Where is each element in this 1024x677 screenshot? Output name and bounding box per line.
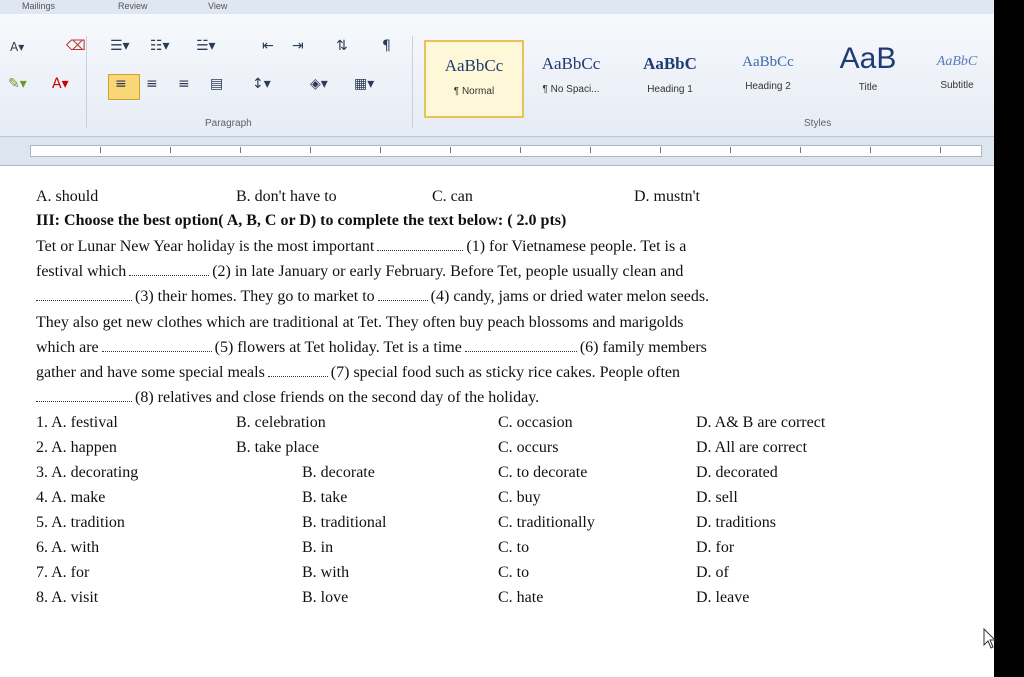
option-1-b: B. celebration [236,414,326,431]
style-heading-1[interactable]: AaBbC Heading 1 [643,54,697,95]
section-heading: III: Choose the best option( A, B, C or D) to complete the text below: ( 2.0 pts) [36,212,567,229]
style-no-spacing[interactable]: AaBbCc ¶ No Spaci... [541,54,601,95]
option-7-c: C. to [498,564,530,581]
option-5-a: 5. A. tradition [36,514,125,531]
style-subtitle[interactable]: AaBbC Subtitle [936,54,978,91]
align-center-icon[interactable]: ≡ [146,76,158,92]
option-7-b: B. with [302,564,350,581]
clear-format-icon[interactable]: ⌫ [66,38,86,54]
option-6-c: C. to [498,539,530,556]
option-4-c: C. buy [498,489,541,506]
mouse-cursor-icon [983,628,995,650]
show-marks-icon[interactable]: ¶ [382,38,391,54]
option-6-b: B. in [302,539,334,556]
option-3-d: D. decorated [696,464,778,481]
increase-indent-icon[interactable]: ⇥ [292,38,304,54]
bullets-icon[interactable]: ☰▾ [110,38,130,54]
option-4-d: D. sell [696,489,738,506]
option-6-d: D. for [696,539,735,556]
style-title[interactable]: AaB Title [839,42,897,93]
option-1-d: D. A& B are correct [696,414,826,431]
tab-mailings[interactable]: Mailings [22,1,56,11]
document-page[interactable] [0,166,994,677]
style-normal[interactable]: AaBbCc ¶ Normal [424,40,524,118]
prev-option-d: D. mustn't [634,188,700,205]
screen-border [994,0,1024,677]
prev-option-a: A. should [36,188,99,205]
option-8-b: B. love [302,589,349,606]
justify-icon[interactable]: ▤ [210,76,224,92]
option-2-a: 2. A. happen [36,439,117,456]
shading-icon[interactable]: ◈▾ [310,76,328,92]
para-line-5: which are (5) flowers at Tet holiday. Tet is a time (6) family members [36,339,707,356]
tab-review[interactable]: Review [118,1,148,11]
para-line-1: Tet or Lunar New Year holiday is the most important (1) for Vietnamese people. Tet is a [36,238,687,255]
style-heading-2[interactable]: AaBbCc Heading 2 [742,54,794,92]
option-3-c: C. to decorate [498,464,588,481]
sort-icon[interactable]: ⇅ [336,38,348,54]
option-2-d: D. All are correct [696,439,808,456]
option-2-c: C. occurs [498,439,559,456]
option-5-d: D. traditions [696,514,776,531]
styles-group-label: Styles [804,118,832,129]
option-3-b: B. decorate [302,464,375,481]
option-4-b: B. take [302,489,348,506]
ribbon-tabs [0,0,994,14]
prev-option-b: B. don't have to [236,188,337,205]
align-right-icon[interactable]: ≡ [178,76,190,92]
prev-option-c: C. can [432,188,473,205]
tab-view[interactable]: View [208,1,228,11]
para-line-6: gather and have some special meals (7) special food such as sticky rice cakes. People often [36,364,681,381]
option-2-b: B. take place [236,439,320,456]
para-line-7: (8) relatives and close friends on the second day of the holiday. [36,389,539,407]
option-5-c: C. traditionally [498,514,595,531]
shrink-font-icon[interactable]: A▾ [10,40,25,54]
option-8-d: D. leave [696,589,750,606]
option-5-b: B. traditional [302,514,387,531]
horizontal-ruler[interactable] [0,137,994,166]
ribbon [0,14,994,137]
option-7-d: D. of [696,564,729,581]
decrease-indent-icon[interactable]: ⇤ [262,38,274,54]
option-1-a: 1. A. festival [36,414,118,431]
borders-icon[interactable]: ▦▾ [354,76,375,92]
option-4-a: 4. A. make [36,489,106,506]
option-8-c: C. hate [498,589,544,606]
align-left-icon: ≡ [115,76,127,92]
option-8-a: 8. A. visit [36,589,99,606]
ruler-track [30,145,982,157]
para-line-3: (3) their homes. They go to market to (4) candy, jams or dried water melon seeds. [36,288,709,306]
multilevel-list-icon[interactable]: ☱▾ [196,38,216,54]
option-1-c: C. occasion [498,414,573,431]
para-line-4: They also get new clothes which are traditional at Tet. They often buy peach blossoms and marigolds [36,314,684,331]
numbering-icon[interactable]: ☷▾ [150,38,170,54]
font-color-icon[interactable]: A▾ [52,76,69,92]
paragraph-group-label: Paragraph [205,118,252,129]
line-spacing-icon[interactable]: ↕▾ [252,76,271,92]
para-line-2: festival which (2) in late January or early February. Before Tet, people usually clean and [36,263,684,280]
option-3-a: 3. A. decorating [36,464,139,481]
option-7-a: 7. A. for [36,564,90,581]
option-6-a: 6. A. with [36,539,100,556]
highlight-icon[interactable]: ✎▾ [8,76,27,92]
